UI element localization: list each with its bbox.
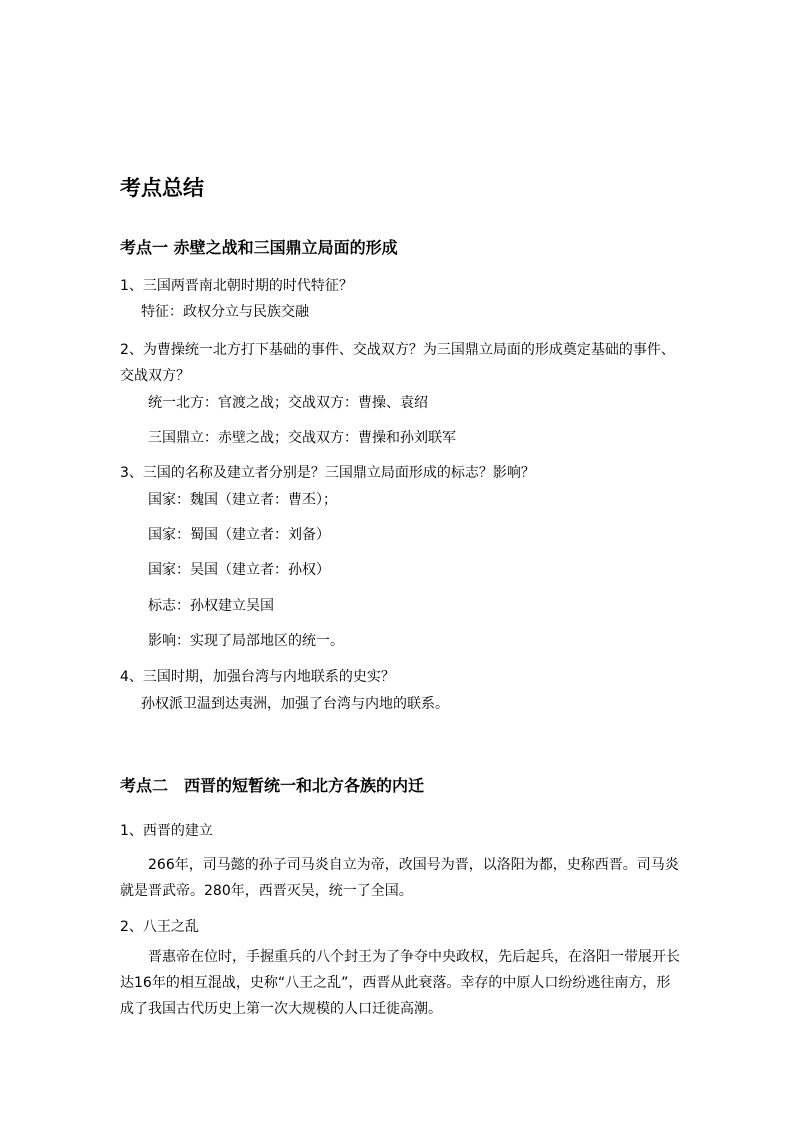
section-heading-1: 考点一 赤壁之战和三国鼎立局面的形成: [120, 238, 398, 257]
answer-3-2: 国家：蜀国（建立者：刘备）: [148, 527, 330, 543]
item-1-line-1: 266年，司马懿的孙子司马炎自立为帝，改国号为晋，以洛阳为都，史称西晋。司马炎: [148, 857, 679, 873]
question-2-line-1: 2、为曹操统一北方打下基础的事件、交战双方？为三国鼎立局面的形成奠定基础的事件、: [120, 342, 675, 358]
item-1-label: 1、西晋的建立: [120, 823, 213, 839]
answer-1: 特征：政权分立与民族交融: [141, 304, 309, 320]
question-2-line-2: 交战双方？: [120, 368, 190, 384]
item-1-line-2: 就是晋武帝。280年，西晋灭吴，统一了全国。: [120, 883, 413, 899]
answer-3-5: 影响：实现了局部地区的统一。: [148, 633, 344, 649]
page-title: 考点总结: [120, 176, 204, 200]
question-4: 4、三国时期，加强台湾与内地联系的史实？: [120, 669, 395, 685]
section-heading-2: 考点二 西晋的短暂统一和北方各族的内迁: [120, 776, 425, 795]
answer-3-3: 国家：吴国（建立者：孙权）: [148, 562, 330, 578]
item-2-line-1: 晋惠帝在位时，手握重兵的八个封王为了争夺中央政权，先后起兵，在洛阳一带展开长: [148, 949, 680, 965]
item-2-line-2: 达16年的相互混战，史称“八王之乱”，西晋从此衰落。幸存的中原人口纷纷逃往南方，形: [120, 975, 671, 991]
question-3: 3、三国的名称及建立者分别是？三国鼎立局面形成的标志？影响？: [120, 465, 535, 481]
answer-4: 孙权派卫温到达夷洲，加强了台湾与内地的联系。: [141, 696, 449, 712]
item-2-label: 2、八王之乱: [120, 919, 199, 935]
answer-2-2: 三国鼎立：赤壁之战；交战双方：曹操和孙刘联军: [148, 430, 456, 446]
answer-2-1: 统一北方：官渡之战；交战双方：曹操、袁绍: [148, 395, 428, 411]
item-2-line-3: 成了我国古代历史上第一次大规模的人口迁徙高潮。: [120, 1001, 442, 1017]
answer-3-4: 标志：孙权建立吴国: [148, 598, 274, 614]
answer-3-1: 国家：魏国（建立者：曹丕）；: [148, 492, 337, 508]
question-1: 1、三国两晋南北朝时期的时代特征？: [120, 278, 353, 294]
